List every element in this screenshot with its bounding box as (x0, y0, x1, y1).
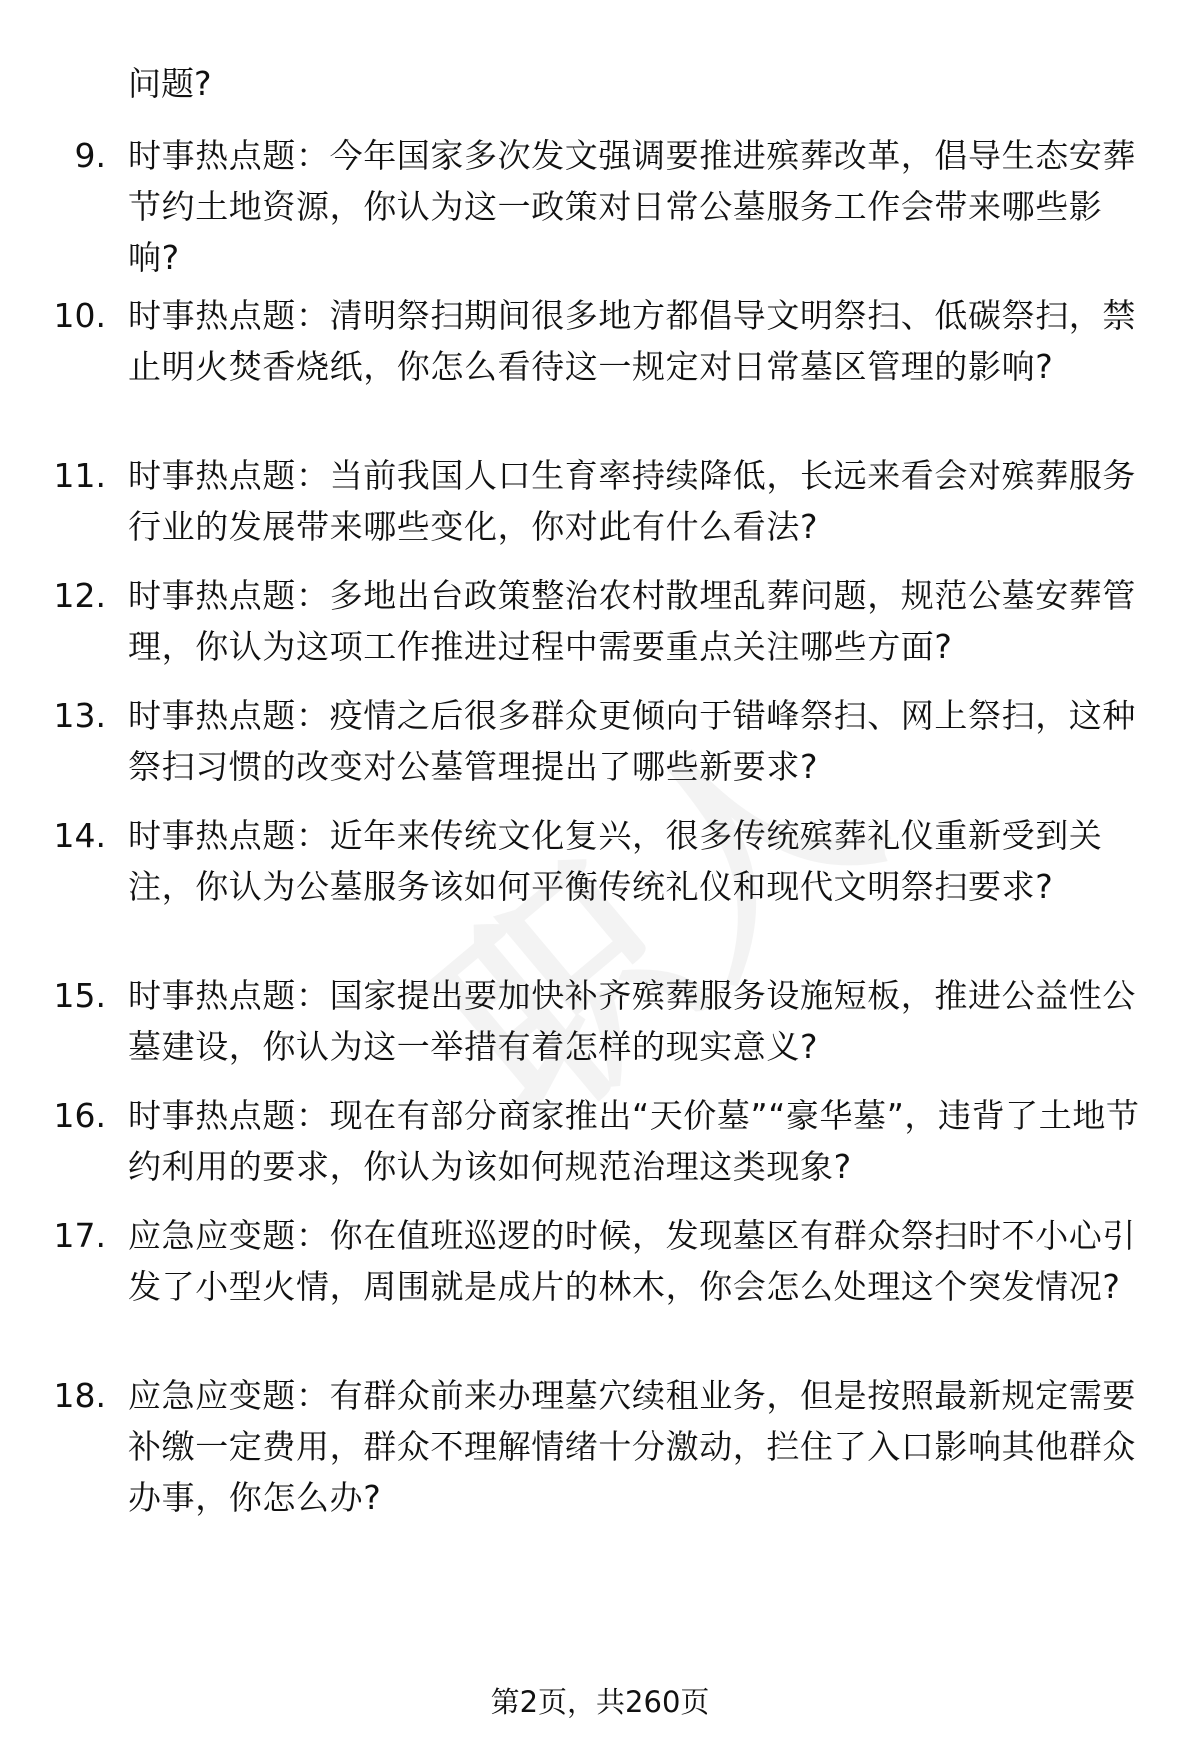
question-text: 时事热点题：现在有部分商家推出“天价墓”“豪华墓”，违背了土地节约利用的要求，你认为该如何规范治理这类现象? (128, 1096, 1140, 1186)
page-footer: 第2页，共260页 (490, 1685, 710, 1719)
question-number: 17. (53, 1216, 106, 1255)
question-text: 时事热点题：国家提出要加快补齐殡葬服务设施短板，推进公益性公墓建设，你认为这一举措有着怎样的现实意义? (128, 976, 1136, 1066)
question-number: 9. (74, 136, 106, 175)
question-number: 11. (53, 456, 106, 495)
continued-question-text: 问题? (128, 64, 212, 103)
question-text: 应急应变题：你在值班巡逻的时候，发现墓区有群众祭扫时不小心引发了小型火情，周围就是成片的林木，你会怎么处理这个突发情况? (128, 1216, 1136, 1306)
question-text: 时事热点题：当前我国人口生育率持续降低，长远来看会对殡葬服务行业的发展带来哪些变化，你对此有什么看法? (128, 456, 1136, 546)
question-text: 时事热点题：今年国家多次发文强调要推进殡葬改革，倡导生态安葬节约土地资源，你认为这一政策对日常公墓服务工作会带来哪些影响? (128, 136, 1136, 277)
question-number: 15. (53, 976, 106, 1015)
question-number: 14. (53, 816, 106, 855)
question-text: 时事热点题：清明祭扫期间很多地方都倡导文明祭扫、低碳祭扫，禁止明火焚香烧纸，你怎么看待这一规定对日常墓区管理的影响? (128, 296, 1136, 386)
question-number: 16. (53, 1096, 106, 1135)
question-number: 10. (53, 296, 106, 335)
question-number: 18. (53, 1376, 106, 1415)
question-text: 时事热点题：近年来传统文化复兴，很多传统殡葬礼仪重新受到关注，你认为公墓服务该如何平衡传统礼仪和现代文明祭扫要求? (128, 816, 1103, 906)
question-text: 时事热点题：多地出台政策整治农村散埋乱葬问题，规范公墓安葬管理，你认为这项工作推进过程中需要重点关注哪些方面? (128, 576, 1136, 666)
question-text: 应急应变题：有群众前来办理墓穴续租业务，但是按照最新规定需要补缴一定费用，群众不理解情绪十分激动，拦住了入口影响其他群众办事，你怎么办? (128, 1376, 1136, 1517)
question-number: 13. (53, 696, 106, 735)
question-text: 时事热点题：疫情之后很多群众更倾向于错峰祭扫、网上祭扫，这种祭扫习惯的改变对公墓管理提出了哪些新要求? (128, 696, 1136, 786)
question-number: 12. (53, 576, 106, 615)
